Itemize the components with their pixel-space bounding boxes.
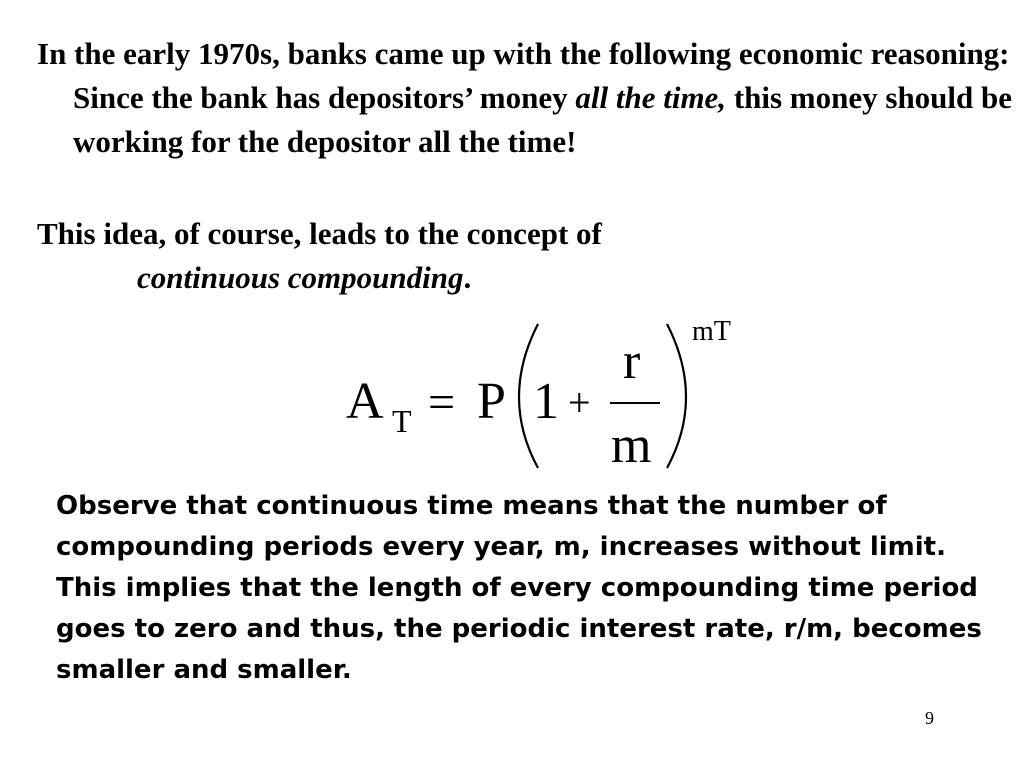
right-paren <box>667 324 686 468</box>
formula-equals: = <box>428 376 456 429</box>
concept-line: This idea, of course, leads to the concept of <box>37 216 602 251</box>
formula-lhs: A <box>346 373 384 430</box>
intro-italic-phrase: all the time, <box>575 80 727 115</box>
concept-term: continuous compounding <box>137 260 464 295</box>
observation-paragraph: Observe that continuous time means that the number of compounding periods every year, m, increases without limit. This implies that the length of every compounding time period goes to zero and thus, the periodic interest rate, r/m, becomes smaller and smaller. <box>56 491 982 685</box>
formula-denominator: m <box>611 417 652 474</box>
intro-paragraph <box>37 32 1023 164</box>
intro-text-start: In the early 1970s, banks came up with the following economic reasoning: Since the bank has depositors’ money <box>37 36 1010 115</box>
formula-plus: + <box>568 380 591 425</box>
formula-graphic <box>340 318 740 478</box>
concept-term-line <box>37 256 987 300</box>
concept-paragraph <box>37 212 987 300</box>
formula-numerator: r <box>623 333 641 390</box>
formula-principal: P <box>477 373 506 430</box>
compound-interest-formula <box>340 318 740 478</box>
slide-number: 9 <box>925 708 934 728</box>
intro-text-end: this money should be working for the depositor all the time! <box>73 80 1013 159</box>
formula-exponent: mT <box>692 318 731 347</box>
formula-lhs-subscript: T <box>392 403 412 439</box>
concept-period: . <box>463 260 472 295</box>
formula-one: 1 <box>533 373 559 430</box>
